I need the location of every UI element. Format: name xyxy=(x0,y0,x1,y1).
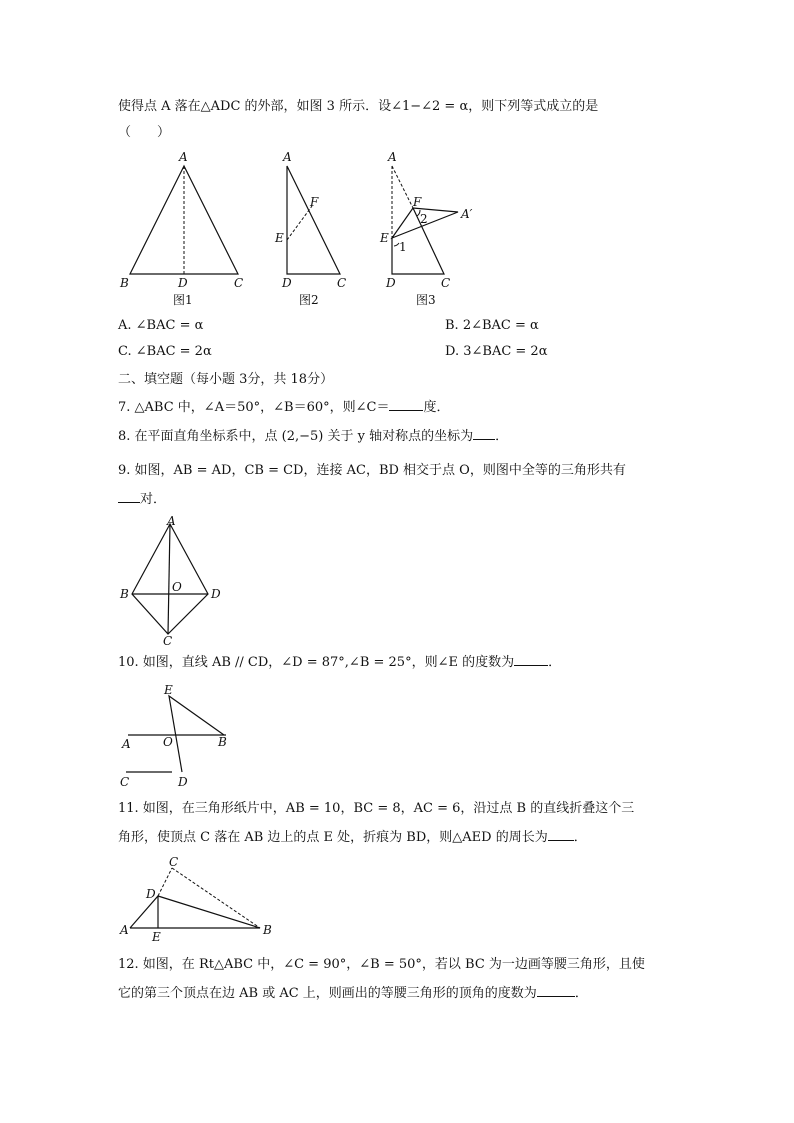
q11-line2-text: 角形，使顶点 C 落在 AB 边上的点 E 处，折痕为 BD，则△AED 的周长为 xyxy=(118,830,548,845)
fig2-label-d: D xyxy=(282,276,292,290)
q11-line2 xyxy=(118,828,587,847)
q12-answer-blank[interactable] xyxy=(537,984,575,997)
q9-line2 xyxy=(118,490,166,509)
q12-line2 xyxy=(118,984,588,1003)
q12-suffix: ． xyxy=(574,986,588,1001)
q6-option-d[interactable]: D. 3∠BAC = 2α xyxy=(445,344,548,359)
q9-label-a: A xyxy=(167,514,176,528)
fig1-label-c: C xyxy=(234,276,244,290)
q10-label-e: E xyxy=(164,683,173,697)
q6-option-b[interactable]: B. 2∠BAC = α xyxy=(445,318,539,333)
q12-line1: 12. 如图，在 Rt△ABC 中，∠C = 90°，∠B = 50°，若以 BC 为一边画等腰三角形，且使 xyxy=(118,957,645,972)
q9-suffix: 对． xyxy=(140,492,167,507)
q6-line1: 使得点 A 落在△ADC 的外部，如图 3 所示．设∠1−∠2 = α，则下列等式成立的是 xyxy=(118,99,599,114)
figure-1 xyxy=(119,150,243,307)
q12-line2-text: 它的第三个顶点在边 AB 或 AC 上，则画出的等腰三角形的顶角的度数为 xyxy=(118,986,537,1001)
fig1-caption: 图1 xyxy=(173,293,193,307)
q11-line1: 11. 如图，在三角形纸片中，AB = 10，BC = 8，AC = 6，沿过点 B 的直线折叠这个三 xyxy=(118,801,635,816)
fig1-label-d: D xyxy=(178,276,188,290)
fig3-angle-1: 1 xyxy=(399,240,407,254)
q6-answer-paren: （ ） xyxy=(118,125,171,140)
q10-label-b: B xyxy=(218,735,227,749)
q11-label-a: A xyxy=(120,923,129,937)
fig3-label-c: C xyxy=(441,276,451,290)
q11-label-c: C xyxy=(169,855,179,869)
q10-figure xyxy=(114,680,244,792)
q9-answer-blank[interactable] xyxy=(118,490,140,503)
fig3-label-a: A xyxy=(388,150,397,164)
q11-label-b: B xyxy=(263,923,272,937)
q7-text: 7. △ABC 中，∠A＝50°，∠B＝60°，则∠C＝ xyxy=(118,400,390,415)
q11-figure xyxy=(116,852,276,944)
q10 xyxy=(118,653,561,672)
q10-label-c: C xyxy=(120,775,130,789)
q10-label-a: A xyxy=(122,737,131,751)
q10-label-o: O xyxy=(163,735,173,749)
q9-label-o: O xyxy=(172,580,182,594)
q9-label-b: B xyxy=(120,587,129,601)
fig3-caption: 图3 xyxy=(416,293,436,307)
q6-figures xyxy=(110,148,473,310)
figure-3 xyxy=(379,150,473,307)
fig1-label-a: A xyxy=(179,150,188,164)
q8-suffix: ． xyxy=(495,429,509,444)
q10-answer-blank[interactable] xyxy=(514,653,548,666)
q7 xyxy=(118,398,449,417)
q11-label-d: D xyxy=(146,887,156,901)
q8-text: 8. 在平面直角坐标系中，点 (2,−5) 关于 y 轴对称点的坐标为 xyxy=(118,429,474,444)
q9-label-d: D xyxy=(211,587,221,601)
fig2-label-f: F xyxy=(310,195,319,209)
fig3-angle-2: 2 xyxy=(420,212,428,226)
section-2-heading: 二、填空题（每小题 3分，共 18分） xyxy=(118,372,334,387)
fig3-label-f: F xyxy=(413,195,422,209)
q6-option-c[interactable]: C. ∠BAC = 2α xyxy=(118,344,212,359)
q7-answer-blank[interactable] xyxy=(389,398,423,411)
q7-suffix: 度． xyxy=(423,400,450,415)
q11-label-e: E xyxy=(152,930,161,944)
fig3-label-a-prime: A′ xyxy=(461,207,473,221)
q8 xyxy=(118,427,508,446)
fig1-label-b: B xyxy=(120,276,129,290)
fig3-label-e: E xyxy=(380,231,389,245)
fig2-label-e: E xyxy=(275,231,284,245)
q11-answer-blank[interactable] xyxy=(548,828,574,841)
figure-2 xyxy=(274,150,346,307)
q10-label-d: D xyxy=(178,775,188,789)
fig2-caption: 图2 xyxy=(299,293,319,307)
q8-answer-blank[interactable] xyxy=(473,427,495,440)
q9-line1: 9. 如图，AB = AD，CB = CD，连接 AC，BD 相交于点 O，则图中全等的三角形共有 xyxy=(118,463,626,478)
fig2-label-a: A xyxy=(283,150,292,164)
q10-suffix: ． xyxy=(548,655,562,670)
fig2-label-c: C xyxy=(337,276,347,290)
q9-figure xyxy=(112,512,232,648)
q10-text: 10. 如图，直线 AB // CD，∠D = 87°,∠B = 25°，则∠E 的度数为 xyxy=(118,655,515,670)
fig3-label-d: D xyxy=(386,276,396,290)
q6-option-a[interactable]: A. ∠BAC = α xyxy=(118,318,204,333)
q9-label-c: C xyxy=(163,634,173,648)
q11-suffix: ． xyxy=(573,830,587,845)
